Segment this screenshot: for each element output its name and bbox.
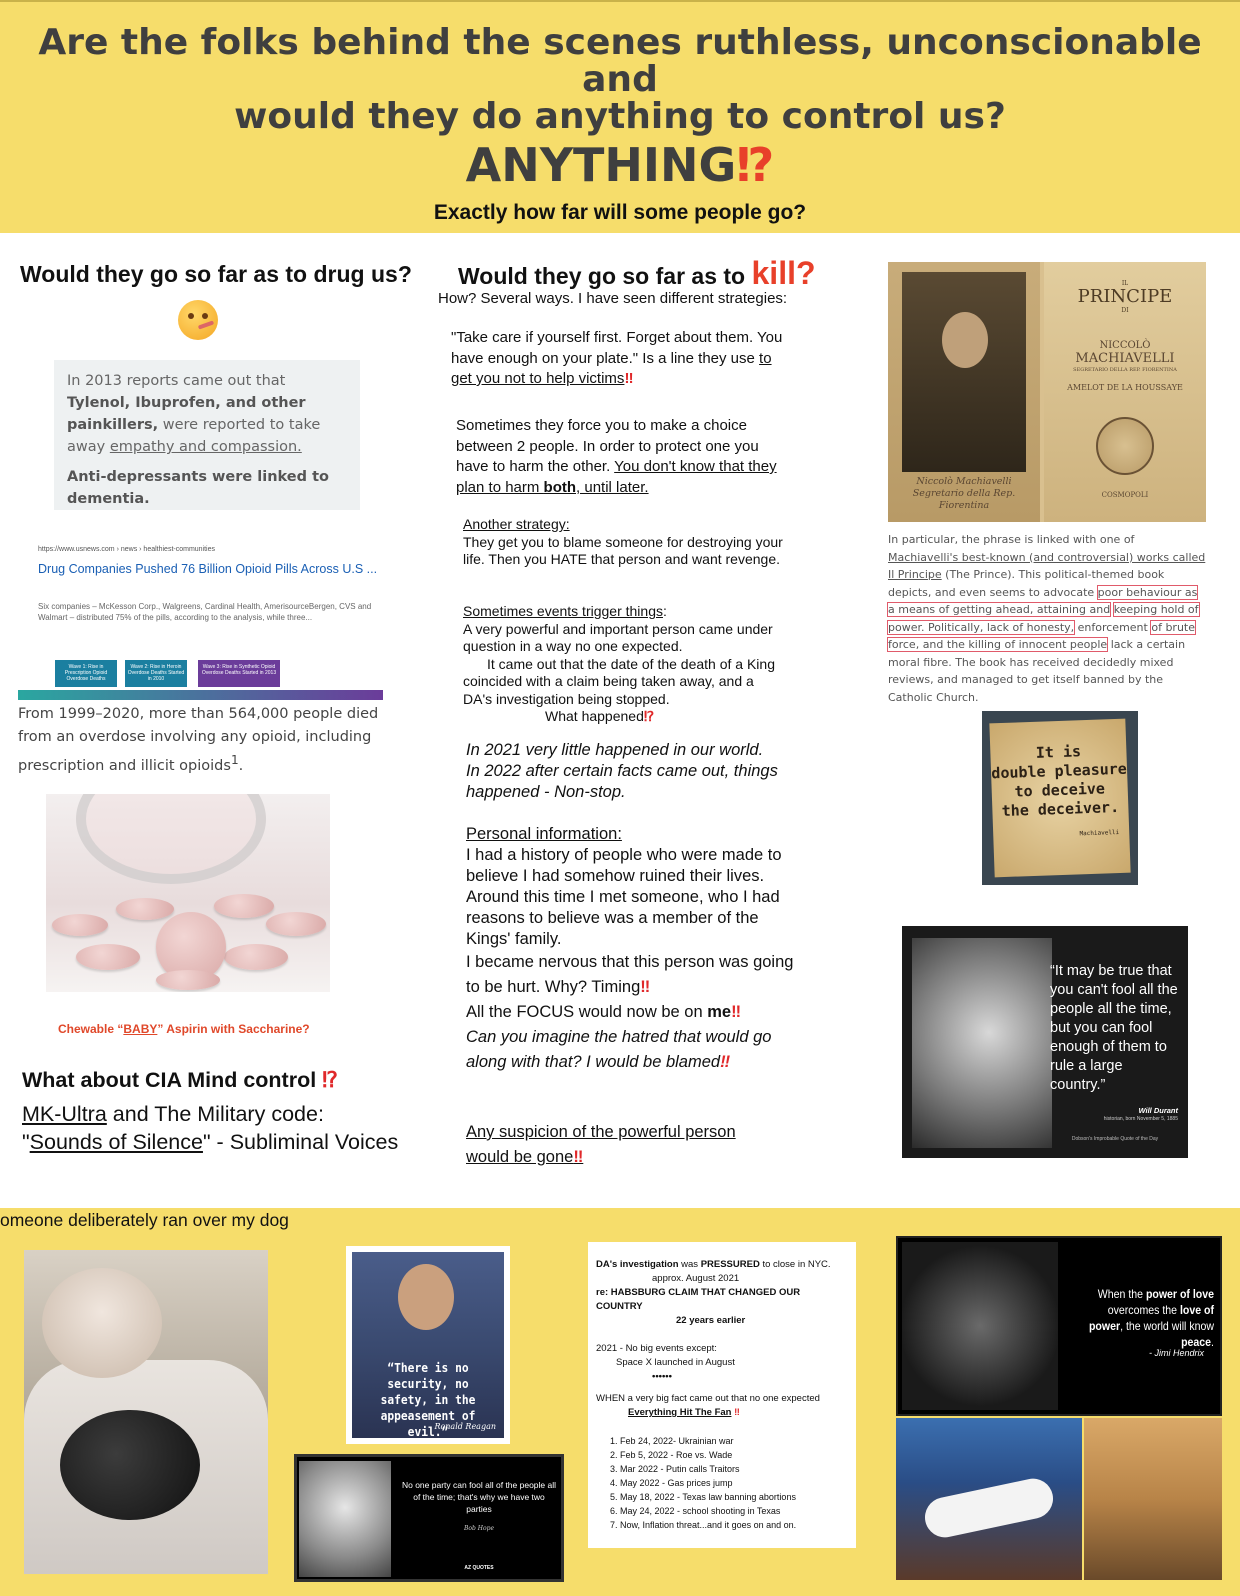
news-url: https://www.usnews.com › news › healthiest-communities — [38, 546, 216, 553]
da-l8: WHEN a very big fact came out that no one expected — [596, 1393, 820, 1404]
focus-me: me — [707, 1003, 732, 1021]
events-text-2: It came out that the date of the death of a King coincided with a claim being taken away, and a DA's investigation being stopped. — [463, 655, 775, 707]
list-item: 1. Feb 24, 2022- Ukrainian war — [620, 1434, 848, 1448]
interrobang-icon: ⁉ — [643, 708, 655, 724]
painkiller-text-1: In 2013 reports came out that — [67, 373, 286, 389]
az-quotes-logo: AZ QUOTES — [464, 1565, 494, 1571]
list-item: 4. May 2022 - Gas prices jump — [620, 1476, 848, 1490]
aspirin-baby: BABY — [123, 1022, 158, 1036]
book-publisher: COSMOPOLI — [1101, 491, 1149, 499]
wave-3-box: Wave 3: Rise in Synthetic Opioid Overdose Deaths Started in 2013 — [198, 660, 280, 687]
hq-2: power of love — [1145, 1287, 1214, 1301]
personal-label: Personal information: — [466, 825, 622, 843]
hendrix-photo — [902, 1242, 1058, 1410]
list-item: 7. Now, Inflation threat...and it goes on and on. — [620, 1518, 848, 1532]
dog-caption: omeone deliberately ran over my dog — [0, 1210, 289, 1230]
personal-text-1: I had a history of people who were made to believe I had somehow ruined their lives. — [466, 846, 782, 885]
another-strategy — [463, 516, 793, 569]
book-portrait-caption: Niccolò Machiavelli Segretario della Rep. Fiorentina — [912, 476, 1016, 511]
events-label: Sometimes events trigger things — [463, 603, 663, 619]
durant-quote-text: “It may be true that you can't fool all the people all the time, but you can fool enough of them to rule a large country.” — [1050, 963, 1178, 1093]
hq-3: overcomes the — [1107, 1303, 1180, 1317]
hq-4: love of power — [1088, 1303, 1214, 1333]
pill — [156, 970, 220, 990]
bob-hope-photo — [299, 1461, 391, 1577]
list-item: 2. Feb 5, 2022 - Roe vs. Wade — [620, 1448, 848, 1462]
painkiller-paragraph — [67, 370, 347, 458]
subtitle: Exactly how far will some people go? — [433, 201, 807, 224]
wave-2-box: Wave 2: Rise in Heroin Overdose Deaths Started in 2010 — [125, 660, 187, 687]
book-di: DI — [1121, 307, 1129, 314]
deceive-quote-sign — [982, 711, 1138, 885]
hq-1: When the — [1097, 1287, 1146, 1301]
reagan-quote-card — [346, 1246, 510, 1444]
hendrix-guitar-photo — [896, 1418, 1082, 1580]
events-colon: : — [662, 603, 667, 619]
subliminal-text: " - Subliminal Voices — [202, 1130, 399, 1154]
da-investigation-note — [588, 1242, 856, 1548]
highlight-box-3: of brute force, and the killing of innocent people — [888, 620, 1195, 651]
double-exclamation-icon: ‼ — [731, 1003, 742, 1021]
personal-paragraph — [466, 824, 804, 1075]
title-line-2: would they do anything to control us? — [234, 96, 1006, 137]
da-l3: re: HABSBURG CLAIM THAT CHANGED OUR COUNTRY — [596, 1287, 801, 1312]
reagan-face — [398, 1264, 454, 1330]
kill-heading — [458, 255, 816, 292]
double-exclamation-icon: ‼ — [734, 1407, 740, 1418]
book-title — [1044, 280, 1206, 314]
mk-ultra-text — [22, 1100, 398, 1156]
list-item: 5. May 18, 2022 - Texas law banning abortions — [620, 1490, 848, 1504]
news-snippet: Six companies – McKesson Corp., Walgreens, Cardinal Health, AmerisourceBergen, CVS and Walmart – distributed 75% of the pills, according to the analysis, while three... — [38, 602, 372, 622]
durant-name: Will Durant — [1138, 1106, 1178, 1115]
cia-heading-text: What about CIA Mind control — [22, 1068, 317, 1092]
il-principe-link[interactable]: Machiavelli's best-known (and controversial) works called Il Principe — [888, 550, 1206, 581]
year-2021-text: In 2021 very little happened in our world. — [466, 741, 764, 759]
interrobang-icon: ⁉ — [736, 138, 775, 192]
cia-heading — [22, 1068, 338, 1093]
years-paragraph — [466, 740, 806, 803]
book-author — [1044, 340, 1206, 394]
il-principe-book-image — [888, 262, 1206, 522]
highlight-box-2: keeping hold of power. Politically, lack of honesty, — [888, 603, 1199, 634]
da-l1-mid: was — [678, 1259, 701, 1270]
pill — [116, 898, 174, 920]
interrobang-icon: ⁉ — [322, 1068, 338, 1092]
book-medallion — [1096, 417, 1154, 475]
what-happened-text: What happened — [545, 708, 644, 724]
year-2022-text: In 2022 after certain facts came out, things happened - Non-stop. — [466, 762, 778, 801]
events-text-1: A very powerful and important person came under question in a way no one expected. — [463, 620, 773, 654]
gradient-bar — [18, 690, 383, 700]
hendrix-quote-text — [1082, 1286, 1214, 1350]
force-choice-underline-1: You don't know that they plan to harm — [456, 458, 777, 496]
painkiller-bold: Tylenol, Ibuprofen, and other painkillers, — [67, 395, 306, 433]
personal-text-2: Around this time I met someone, who I had reasons to believe was a member of the Kings' family. — [466, 888, 780, 948]
aspirin-text-2: ” Aspirin with Saccharine? — [157, 1022, 310, 1036]
da-l9: Everything Hit The Fan — [628, 1407, 732, 1418]
hope-quote-text: No one party can fool all of the people all of the time; that's why we have two parties — [401, 1480, 557, 1514]
pill — [266, 912, 326, 936]
pill — [224, 944, 288, 970]
double-exclamation-icon: ‼ — [624, 370, 634, 387]
highlight-box-1: poor behaviour as a means of getting ahead, attaining and — [888, 585, 1198, 616]
personal-text-3: I became nervous that this person was going to be hurt. Why? Timing — [466, 953, 794, 996]
sign-line-3: to deceive — [1014, 779, 1106, 801]
take-care-underline: to get you not to help victims — [451, 349, 772, 387]
hq-6: peace — [1181, 1335, 1212, 1349]
painkiller-card — [54, 360, 360, 510]
page-title — [0, 24, 1240, 135]
double-exclamation-icon: ‼ — [573, 1148, 584, 1166]
sign-signature: Machiavelli — [1079, 828, 1120, 838]
durant-subtitle: historian, born November 5, 1885 — [1103, 1116, 1178, 1122]
take-care-paragraph — [451, 328, 791, 390]
double-exclamation-icon: ‼ — [640, 978, 651, 996]
da-l7: •••••• — [652, 1371, 672, 1382]
anything-word: ANYTHING — [465, 138, 737, 192]
hatred-text: Can you imagine the hatred that would go along with that? I would be blamed — [466, 1028, 772, 1071]
sign-paper — [989, 719, 1130, 878]
da-l2: approx. August 2021 — [652, 1273, 740, 1284]
suspicion-paragraph — [466, 1120, 776, 1170]
da-l1-pressured: PRESSURED — [700, 1259, 760, 1270]
book-sub-2: AMELOT DE LA HOUSSAYE — [1067, 383, 1183, 392]
book-left-page — [888, 262, 1040, 522]
aspirin-text-1: Chewable “ — [58, 1022, 124, 1036]
force-choice-both: both — [543, 478, 577, 496]
person-head — [42, 1268, 162, 1378]
sign-line-4: the deceiver. — [1001, 797, 1120, 821]
list-item: 6. May 24, 2022 - school shooting in Texas — [620, 1504, 848, 1518]
mach-text-1: In particular, the phrase is linked with one of — [888, 533, 1135, 546]
take-care-text: "Take care if yourself first. Forget about them. You have enough on your plate." Is a line they use — [451, 329, 783, 367]
book-sub-1: SEGRETARIO DELLA REP. FIORENTINA — [1073, 367, 1177, 373]
force-choice-underline-2: , until later. — [576, 478, 649, 496]
guitar — [921, 1475, 1056, 1541]
kill-word: kill? — [751, 255, 816, 291]
aspirin-caption — [58, 1022, 310, 1036]
da-l4: 22 years earlier — [676, 1315, 746, 1326]
sign-line-1: It is — [1035, 742, 1082, 762]
opioid-stat-text: From 1999–2020, more than 564,000 people died from an overdose involving any opioid, including prescription and illicit opioids — [18, 706, 379, 774]
hendrix-signature: - Jimi Hendrix — [1148, 1348, 1204, 1358]
kill-heading-text: Would they go so far as to — [458, 263, 752, 289]
hope-signature: Bob Hope — [463, 1525, 494, 1532]
pills-image — [46, 794, 330, 992]
book-niccolo: NICCOLÒ — [1099, 340, 1151, 351]
machiavelli-portrait — [902, 272, 1026, 472]
empathy-link[interactable]: empathy and compassion. — [109, 439, 302, 455]
focus-text: All the FOCUS would now be on — [466, 1003, 708, 1021]
mk-ultra-link[interactable]: MK-Ultra — [22, 1102, 107, 1126]
how-text: How? Several ways. I have seen different strategies: — [438, 290, 788, 307]
wave-1-box: Wave 1: Rise in Prescription Opioid Overdose Deaths — [55, 660, 117, 687]
portrait-face — [942, 312, 988, 368]
antidepressant-text: Anti-depressants were linked to dementia. — [67, 469, 329, 507]
quote-mark: " — [22, 1130, 30, 1154]
double-exclamation-icon: ‼ — [720, 1053, 731, 1071]
military-code-text: and The Military code: — [106, 1102, 324, 1126]
anything-heading — [0, 138, 1240, 192]
events-list — [620, 1434, 848, 1532]
reagan-signature: Ronald Reagan — [434, 1422, 496, 1431]
book-il: IL — [1121, 280, 1129, 287]
machiavelli-paragraph — [888, 531, 1206, 706]
pill — [214, 894, 274, 918]
hq-7: . — [1211, 1335, 1214, 1349]
book-machiavelli: MACHIAVELLI — [1075, 351, 1175, 366]
suspicion-text: Any suspicion of the powerful person would be gone — [466, 1123, 736, 1166]
drug-heading: Would they go so far as to drug us? — [20, 261, 412, 287]
pill-jar — [76, 794, 266, 884]
mach-text-2: (The Prince). This political-themed book depicts, and even seems to advocate — [888, 568, 1165, 599]
pill — [76, 944, 140, 970]
force-choice-paragraph — [456, 416, 786, 498]
mach-text-3: enforcement — [1074, 620, 1152, 634]
da-l1-bold: DA's investigation — [596, 1259, 679, 1270]
reagan-quote-text: “There is no security, no safety, in the appeasement of evil.” — [380, 1360, 476, 1439]
hendrix-quote-card — [896, 1236, 1222, 1416]
sign-line-2: double pleasure — [991, 759, 1128, 783]
another-strategy-label: Another strategy: — [463, 516, 570, 532]
da-l5: 2021 - No big events except: — [596, 1343, 717, 1354]
title-line-1: Are the folks behind the scenes ruthless, unconscionable and — [38, 22, 1202, 100]
another-strategy-text: They get you to blame someone for destroying your life. Then you HATE that person and want revenge. — [463, 533, 783, 567]
dog-owner-photo — [24, 1250, 268, 1574]
news-title-link[interactable]: Drug Companies Pushed 76 Billion Opioid Pills Across U.S ... — [38, 562, 378, 576]
reagan-photo — [352, 1252, 504, 1438]
footnote-marker: 1 — [230, 753, 239, 767]
black-dog — [60, 1410, 200, 1520]
pill — [52, 914, 108, 936]
durant-footer: Dobson's Improbable Quote of the Day — [1071, 1136, 1159, 1142]
book-title-page — [1044, 262, 1206, 522]
sounds-of-silence-link[interactable]: Sounds of Silence — [29, 1130, 203, 1154]
hendrix-portrait-photo — [1084, 1418, 1222, 1580]
events-paragraph — [463, 603, 783, 726]
list-item: 3. Mar 2022 - Putin calls Traitors — [620, 1462, 848, 1476]
painkiller-text-2: were reported to take away — [67, 417, 321, 455]
book-principe: PRINCIPE — [1077, 286, 1173, 307]
woozy-face-icon — [178, 300, 218, 340]
force-choice-text: Sometimes they force you to make a choice between 2 people. In order to protect one you have to harm the other. — [456, 417, 759, 475]
hq-5: , the world will know — [1120, 1319, 1214, 1333]
da-l6: Space X launched in August — [616, 1357, 735, 1368]
da-l1-end: to close in NYC. — [759, 1259, 831, 1270]
bob-hope-quote-card — [294, 1454, 564, 1582]
will-durant-quote-card — [902, 926, 1188, 1158]
opioid-stat: From 1999–2020, more than 564,000 people died from an overdose involving any opioid, including prescription and illicit opioids$^1$. — [18, 706, 379, 774]
will-durant-photo — [912, 938, 1052, 1148]
mach-text-4: lack a certain moral fibre. The book has received decidedly mixed reviews, and managed to get itself banned by the Catholic Church. — [888, 638, 1186, 704]
